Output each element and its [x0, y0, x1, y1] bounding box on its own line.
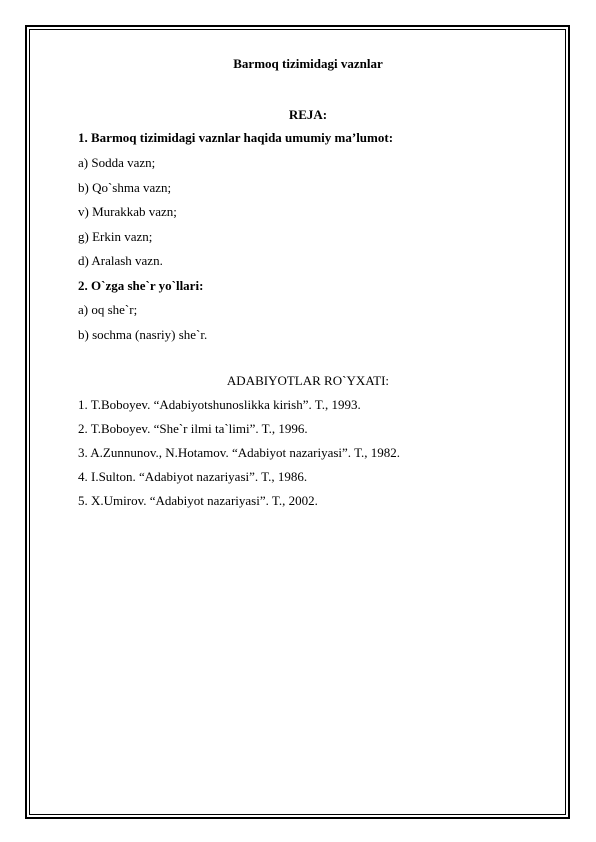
plan-item: b) sochma (nasriy) she`r. — [78, 327, 208, 342]
plan-item: b) Qo`shma vazn; — [78, 180, 172, 195]
plan-item: 2. O`zga she`r yo`llari: — [78, 278, 204, 293]
reference-item: 4. I.Sulton. “Adabiyot nazariyasi”. T., 1986. — [78, 469, 308, 484]
plan-item: a) Sodda vazn; — [78, 155, 156, 170]
references-heading: ADABIYOTLAR RO`YXATI: — [226, 373, 390, 388]
plan-item: d) Aralash vazn. — [78, 253, 163, 268]
reference-item: 3. A.Zunnunov., N.Hotamov. “Adabiyot nazariyasi”. T., 1982. — [78, 445, 401, 460]
plan-item: a) oq she`r; — [78, 302, 138, 317]
plan-item: 1. Barmoq tizimidagi vaznlar haqida umumiy ma’lumot: — [78, 130, 394, 145]
plan-heading: REJA: — [288, 107, 328, 122]
plan-item: g) Erkin vazn; — [78, 229, 153, 244]
reference-item: 1. T.Boboyev. “Adabiyotshunoslikka kirish”. T., 1993. — [78, 397, 361, 412]
reference-item: 5. X.Umirov. “Adabiyot nazariyasi”. T., 2002. — [78, 493, 318, 508]
document-title: Barmoq tizimidagi vaznlar — [233, 56, 383, 71]
reference-item: 2. T.Boboyev. “She`r ilmi ta`limi”. T., 1996. — [78, 421, 308, 436]
plan-item: v) Murakkab vazn; — [78, 204, 177, 219]
